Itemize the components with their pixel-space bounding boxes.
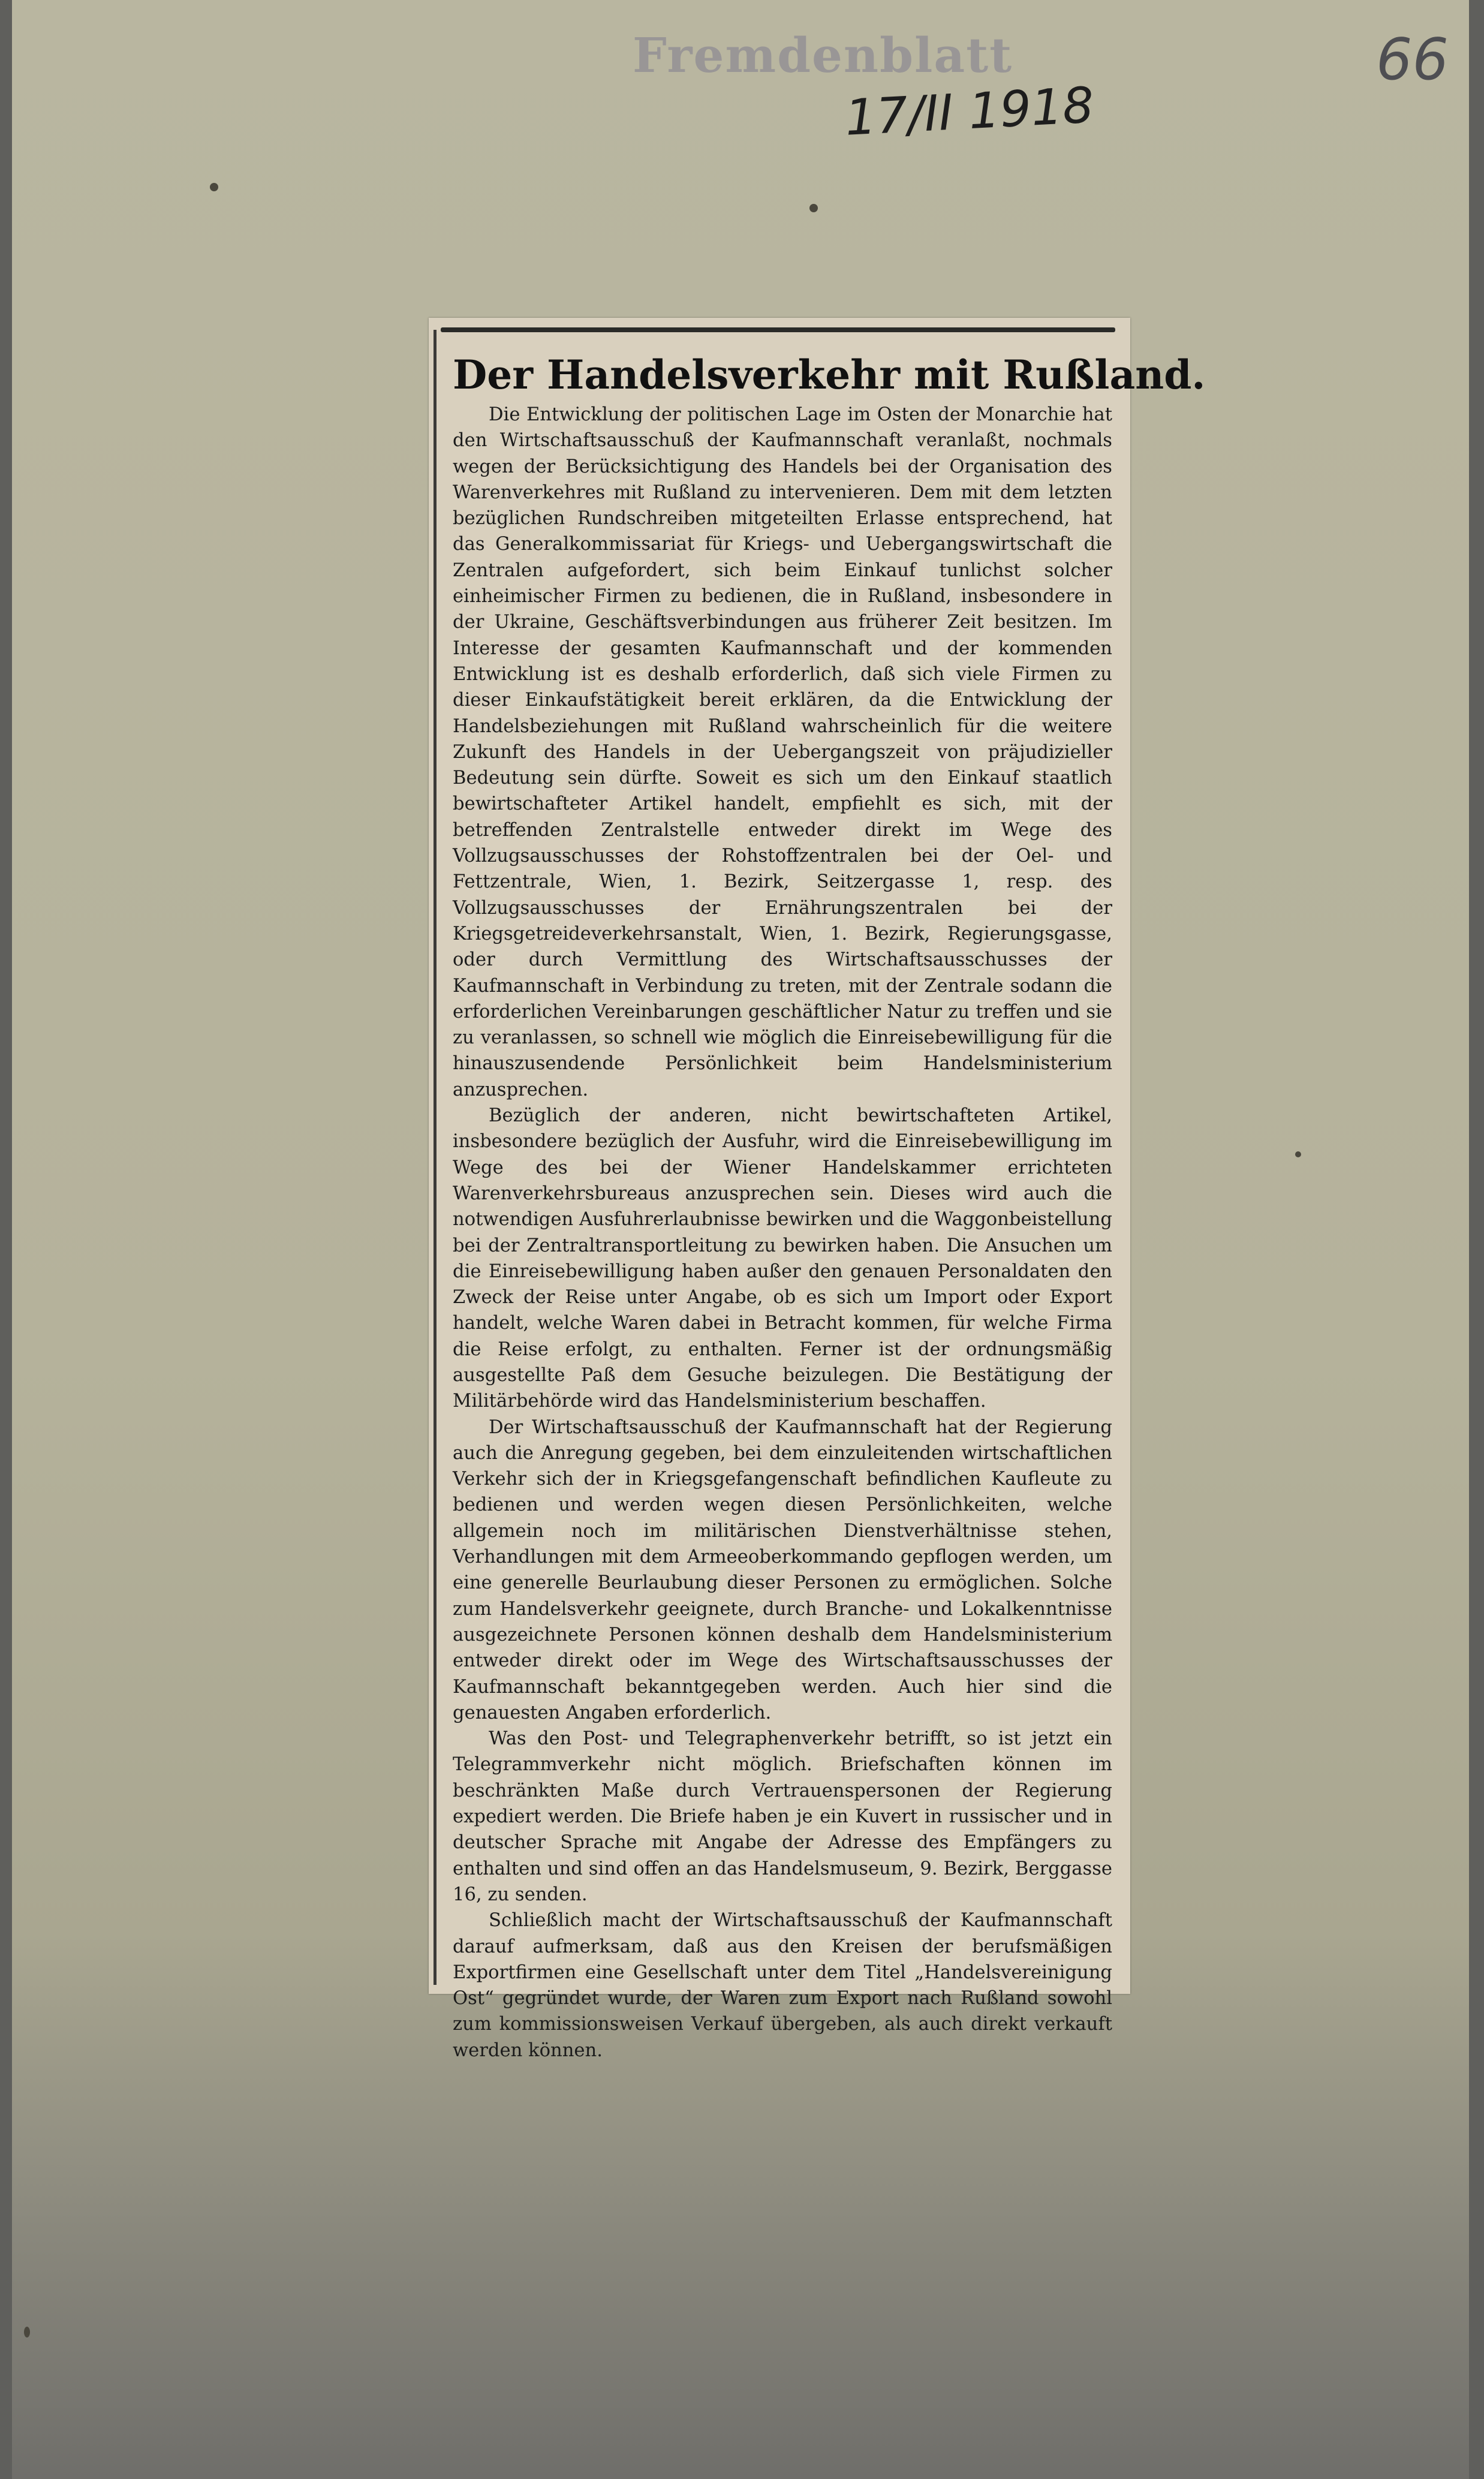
paper-spot [210,183,218,191]
newspaper-clipping [429,318,1206,2061]
paper-spot [809,204,818,212]
article-paragraph: Schließlich macht der Wirtschaftsausschuß der Kaufmannschaft darauf aufmerksam, daß aus den Kreisen der berufsmäßigen Exportfirmen eine Gesellschaft unter dem Titel „Handelsvereinigung Ost“ gegründet wurde, der Waren zum Export nach Rußland sowohl zum kommissionsweisen Verkauf übergeben, als auch direkt verkauft werden können. [453,1910,1112,2061]
paper-spot [24,2327,30,2337]
handwritten-date: 17/II 1918 [844,77,1095,147]
archive-sheet [12,0,1469,2479]
article-paragraph: Die Entwicklung der politischen Lage im Osten der Monarchie hat den Wirtschaftsausschuß der Kaufmannschaft veranlaßt, nochmals wegen der Berücksichtigung des Handels bei der Organisation des Warenverkehres mit Rußland zu intervenieren. Dem mit dem letzten bezüglichen Rundschreiben mitgeteilten Erlasse entsprechend, hat das Generalkommissariat für Kriegs- und Uebergangswirtschaft die Zentralen aufgefordert, sich beim Einkauf tunlichst solcher einheimischer Firmen zu bedienen, die in Rußland, insbesondere in der Ukraine, Geschäftsverbindungen aus früherer Zeit besitzen. Im Interesse der gesamten Kaufmannschaft und der kommenden Entwicklung ist es deshalb erforderlich, daß sich viele Firmen zu dieser Einkaufstätigkeit bereit erklären, da die Entwicklung der Handelsbeziehungen mit Rußland wahrscheinlich für die weitere Zukunft des Handels in der Uebergangszeit von präjudizieller Bedeutung sein dürfte. Soweit es sich um den Einkauf staatlich bewirtschafteter Artikel handelt, empfiehlt es sich, mit der betreffenden Zentralstelle entweder direkt im Wege des Vollzugsausschusses der Rohstoffzentralen bei der Oel- und Fettzentrale, Wien, 1. Bezirk, Seitzergasse 1, resp. des Vollzugsausschusses der Ernährungszentralen bei der Kriegsgetreideverkehrsanstalt, Wien, 1. Bezirk, Regierungsgasse, oder durch Vermittlung des Wirtschaftsausschusses der Kaufmannschaft in Verbindung zu treten, mit der Zentrale sodann die erforderlichen Vereinbarungen geschäftlicher Natur zu treffen und sie zu veranlassen, so schnell wie möglich die Einreisebewilligung für die hinauszusendende Persönlichkeit beim Handelsministerium anzusprechen. [453,404,1112,1100]
newspaper-stamp: Fremdenblatt [633,27,1013,83]
article-paragraph: Der Wirtschaftsausschuß der Kaufmannschaft hat der Regierung auch die Anregung gegeben, bei dem einzuleitenden wirtschaftlichen Verkehr sich der in Kriegsgefangenschaft befindlichen Kaufleute zu bedienen und werden wegen diesen Persönlichkeiten, welche allgemein noch im militärischen Dienstverhältnisse stehen, Verhandlungen mit dem Armeeoberkommando gepflogen werden, um eine generelle Beurlaubung dieser Personen zu ermöglichen. Solche zum Handelsverkehr geeignete, durch Branche- und Lokalkenntnisse ausgezeichnete Personen können deshalb dem Handelsministerium entweder direkt oder im Wege des Wirtschaftsausschusses der Kaufmannschaft bekanntgegeben werden. Auch hier sind die genauesten Angaben erforderlich. [453,1416,1112,1723]
article-headline: Der Handelsverkehr mit Rußland. [453,351,1206,398]
article-body [453,402,1112,2061]
page-number: 66 [1376,27,1449,93]
article-paragraph: Was den Post- und Telegraphenverkehr betrifft, so ist jetzt ein Telegrammverkehr nicht möglich. Briefschaften können im beschränkten Maße durch Vertrauenspersonen der Regierung expediert werden. Die Briefe haben je ein Kuvert in russischer und in deutscher Sprache mit Angabe der Adresse des Empfängers zu enthalten und sind offen an das Handelsmuseum, 9. Bezirk, Berggasse 16, zu senden. [453,1728,1112,1905]
article-paragraph: Bezüglich der anderen, nicht bewirtschafteten Artikel, insbesondere bezüglich der Ausfuhr, wird die Einreisebewilligung im Wege des bei der Wiener Handelskammer errichteten Warenverkehrsbureaus anzusprechen sein. Dieses wird auch die notwendigen Ausfuhrerlaubnisse bewirken und die Waggonbeistellung bei der Zentraltransportleitung zu bewirken haben. Die Ansuchen um die Einreisebewilligung haben außer den genauen Personaldaten den Zweck der Reise unter Angabe, ob es sich um Import oder Export handelt, welche Waren dabei in Betracht kommen, für welche Firma die Reise erfolgt, zu enthalten. Ferner ist der ordnungsmäßig ausgestellte Paß dem Gesuche beizulegen. Die Bestätigung der Militärbehörde wird das Handelsministerium beschaffen. [453,1105,1112,1412]
paper-spot [1295,1151,1301,1157]
clipping-rule-left [434,330,437,1985]
clipping-rule-top [441,327,1115,332]
